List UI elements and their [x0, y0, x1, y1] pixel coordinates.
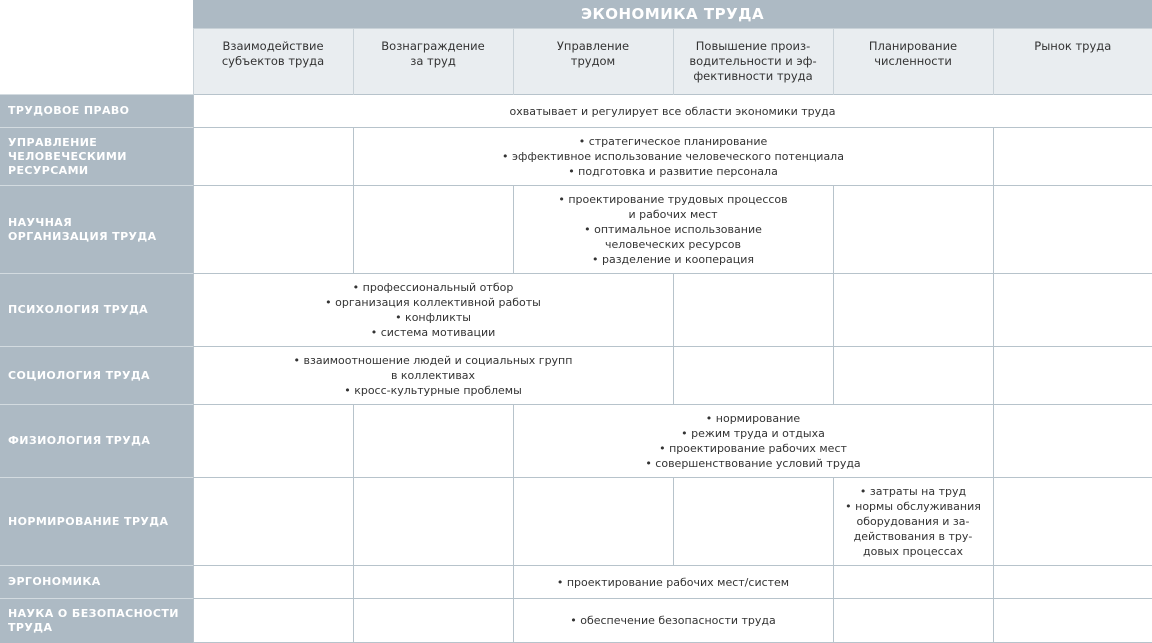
- table-cell: [193, 95, 1152, 128]
- table-cell: [193, 128, 353, 186]
- cell-line: • проектирование рабочих мест: [659, 442, 847, 455]
- column-header: Управление трудом: [513, 29, 673, 95]
- row-header: НОРМИРОВАНИЕ ТРУДА: [0, 478, 193, 566]
- table-cell: [513, 405, 993, 478]
- table-cell: [833, 478, 993, 566]
- table-row: [0, 405, 1152, 478]
- table-cell: [193, 566, 353, 599]
- table-cell: [833, 186, 993, 274]
- row-header: ЭРГОНОМИКА: [0, 566, 193, 599]
- cell-line: • проектирование рабочих мест/систем: [556, 575, 790, 589]
- cell-line: • обеспечение безопасности труда: [570, 614, 776, 627]
- column-header: Рынок труда: [993, 29, 1152, 95]
- table-cell: [673, 274, 833, 347]
- table-cell: [193, 274, 673, 347]
- table-cell: [193, 478, 353, 566]
- cell-line: • разделение и кооперация: [591, 253, 755, 266]
- table-cell: [673, 478, 833, 566]
- table-row: [0, 566, 1152, 599]
- table-cell: [353, 566, 513, 599]
- cell-line: • проектирование трудовых процессов: [558, 193, 788, 206]
- table-cell: [353, 128, 993, 186]
- row-header: ТРУДОВОЕ ПРАВО: [0, 95, 193, 128]
- table-row: [0, 95, 1152, 128]
- corner-cell: [0, 0, 193, 95]
- table-cell: [833, 566, 993, 599]
- row-header: УПРАВЛЕНИЕ ЧЕЛОВЕЧЕСКИМИ РЕСУРСАМИ: [0, 128, 193, 186]
- cell-line: • профессиональный отбор: [352, 281, 514, 294]
- table-cell: [833, 347, 993, 405]
- cell-line: • оптимальное использование: [584, 223, 762, 236]
- table-cell: [833, 599, 993, 643]
- row-header: НАУЧНАЯ ОРГАНИЗАЦИЯ ТРУДА: [0, 186, 193, 274]
- table-cell: [673, 347, 833, 405]
- cell-line: • нормирование: [705, 412, 801, 425]
- cell-line: • совершенствование условий труда: [645, 457, 861, 470]
- row-header: ПСИХОЛОГИЯ ТРУДА: [0, 274, 193, 347]
- cell-line: оборудования и за-: [856, 515, 970, 528]
- table-cell: [513, 478, 673, 566]
- table-cell: [193, 405, 353, 478]
- cell-line: в коллективах: [390, 369, 476, 382]
- table-cell: [513, 566, 833, 599]
- table-cell: [353, 599, 513, 643]
- table-cell: [993, 274, 1152, 347]
- cell-line: и рабочих мест: [628, 208, 718, 221]
- row-header: СОЦИОЛОГИЯ ТРУДА: [0, 347, 193, 405]
- table-cell: [993, 599, 1152, 643]
- column-header: Взаимодействие субъектов труда: [193, 29, 353, 95]
- cell-line: • затраты на труд: [859, 485, 967, 498]
- cell-line: охватывает и регулирует все области экономики труда: [509, 104, 836, 118]
- table-cell: [993, 128, 1152, 186]
- cell-line: • кросс-культурные проблемы: [344, 384, 522, 397]
- table-row: [0, 274, 1152, 347]
- table-row: [0, 599, 1152, 643]
- column-header: Планирование численности: [833, 29, 993, 95]
- table-cell: [993, 566, 1152, 599]
- table-row: [0, 128, 1152, 186]
- row-header: НАУКА О БЕЗОПАСНОСТИ ТРУДА: [0, 599, 193, 643]
- table-cell: [193, 599, 353, 643]
- column-header: Вознаграждение за труд: [353, 29, 513, 95]
- table-cell: [193, 347, 673, 405]
- cell-line: человеческих ресурсов: [605, 238, 741, 251]
- table-title: ЭКОНОМИКА ТРУДА: [193, 0, 1152, 29]
- cell-line: • подготовка и развитие персонала: [568, 165, 778, 178]
- table-cell: [993, 347, 1152, 405]
- table-row: [0, 478, 1152, 566]
- table-cell: [513, 186, 833, 274]
- cell-line: • система мотивации: [370, 326, 496, 339]
- table-cell: [993, 478, 1152, 566]
- table-cell: [833, 274, 993, 347]
- table-cell: [193, 186, 353, 274]
- table-cell: [353, 478, 513, 566]
- table-cell: [993, 186, 1152, 274]
- table-cell: [513, 599, 833, 643]
- cell-line: • нормы обслуживания: [845, 500, 981, 513]
- table-row: [0, 186, 1152, 274]
- table-cell: [353, 405, 513, 478]
- column-header: Повышение произ- водительности и эф- фективности труда: [673, 29, 833, 95]
- table-row: [0, 347, 1152, 405]
- cell-line: • конфликты: [395, 311, 471, 324]
- row-header: ФИЗИОЛОГИЯ ТРУДА: [0, 405, 193, 478]
- cell-line: • стратегическое планирование: [578, 135, 768, 148]
- cell-line: действования в тру-: [853, 530, 973, 543]
- cell-line: • режим труда и отдыха: [681, 427, 825, 440]
- cell-line: • эффективное использование человеческого потенциала: [502, 150, 844, 163]
- table-cell: [353, 186, 513, 274]
- cell-line: довых процессах: [862, 545, 963, 558]
- cell-line: • взаимоотношение людей и социальных групп: [293, 354, 573, 367]
- cell-line: • организация коллективной работы: [325, 296, 541, 309]
- table-cell: [993, 405, 1152, 478]
